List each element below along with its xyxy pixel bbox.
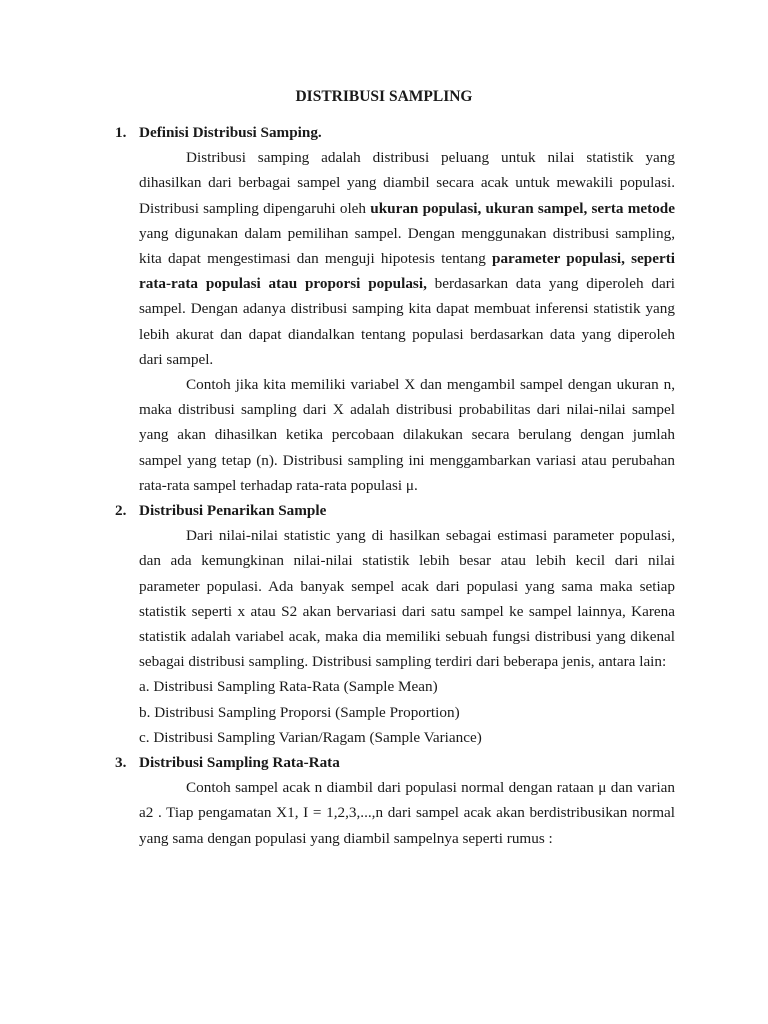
list-item: a. Distribusi Sampling Rata-Rata (Sample Mean) [139, 678, 438, 696]
section-1-heading [115, 120, 675, 145]
paragraph-bold-text: parameter populasi, seperti rata-rata populasi atau proporsi populasi, [139, 250, 675, 293]
section-3-heading [115, 750, 675, 775]
paragraph-text: berdasarkan data yang diperoleh dari sampel. Dengan adanya distribusi samping kita dapat membuat inferensi statistik yang lebih akurat dan dapat diandalkan tentang populasi berdasarkan data yang diperoleh dari sampel. [139, 275, 675, 368]
paragraph-text: Contoh sampel acak n diambil dari populasi normal dengan rataan μ dan varian a2 . Tiap pengamatan X1, I = 1,2,3,...,n dari sampel acak akan berdistribusikan normal yang sama dengan populasi yang diambil sampelnya seperti rumus : [139, 779, 675, 847]
section-1-number: 1. [115, 124, 127, 141]
paragraph-bold-text: ukuran populasi, ukuran sampel, serta metode [370, 199, 675, 217]
section-2-title: Distribusi Penarikan Sample [139, 502, 327, 520]
document-body [115, 120, 675, 851]
section-3-paragraph-1 [115, 775, 675, 851]
paragraph-text: yang digunakan dalam pemilihan sampel. Dengan menggunakan distribusi sampling, kita dapat mengestimasi dan menguji hipotesis tentang [139, 224, 675, 268]
list-item: b. Distribusi Sampling Proporsi (Sample Proportion) [139, 703, 460, 721]
section-2-paragraph-1 [115, 523, 675, 674]
paragraph-text: Contoh jika kita memiliki variabel X dan mengambil sampel dengan ukuran n, maka distribusi sampling dari X adalah distribusi probabilitas dari nilai-nilai sampel yang akan dihasilkan ketika percobaan dilakukan secara berulang dengan jumlah sampel yang tetap (n). Distribusi sampling ini menggambarkan variasi atau perubahan rata-rata sampel terhadap rata-rata populasi μ. [139, 376, 675, 494]
section-3-title: Distribusi Sampling Rata-Rata [139, 754, 340, 772]
section-3-number: 3. [115, 754, 127, 772]
section-2-heading [115, 498, 675, 523]
section-1-title: Definisi Distribusi Samping. [139, 124, 322, 141]
paragraph-text: Distribusi samping adalah distribusi peluang untuk nilai statistik yang dihasilkan dari berbagai sampel yang diambil secara acak untuk mewakili populasi. Distribusi sampling dipengaruhi oleh [139, 149, 675, 217]
paragraph-text: Dari nilai-nilai statistic yang di hasilkan sebagai estimasi parameter populasi, dan ada kemungkinan nilai-nilai statistik lebih besar atau lebih kecil dari nilai parameter populasi. Ada banyak sempel acak dari populasi yang sama maka setiap statistik seperti x atau S2 akan bervariasi dari satu sampel ke sampel lainnya, Karena statistik adalah variabel acak, maka dia memiliki sebuah fungsi distribusi yang dikenal sebagai distribusi sampling. Distribusi sampling terdiri dari beberapa jenis, antara lain: [139, 527, 675, 671]
section-1-paragraph-2 [115, 372, 675, 498]
section-1-paragraph-1 [115, 145, 675, 372]
section-2-number: 2. [115, 502, 127, 520]
document-title: DISTRIBUSI SAMPLING [295, 88, 473, 105]
list-item: c. Distribusi Sampling Varian/Ragam (Sample Variance) [139, 728, 482, 746]
